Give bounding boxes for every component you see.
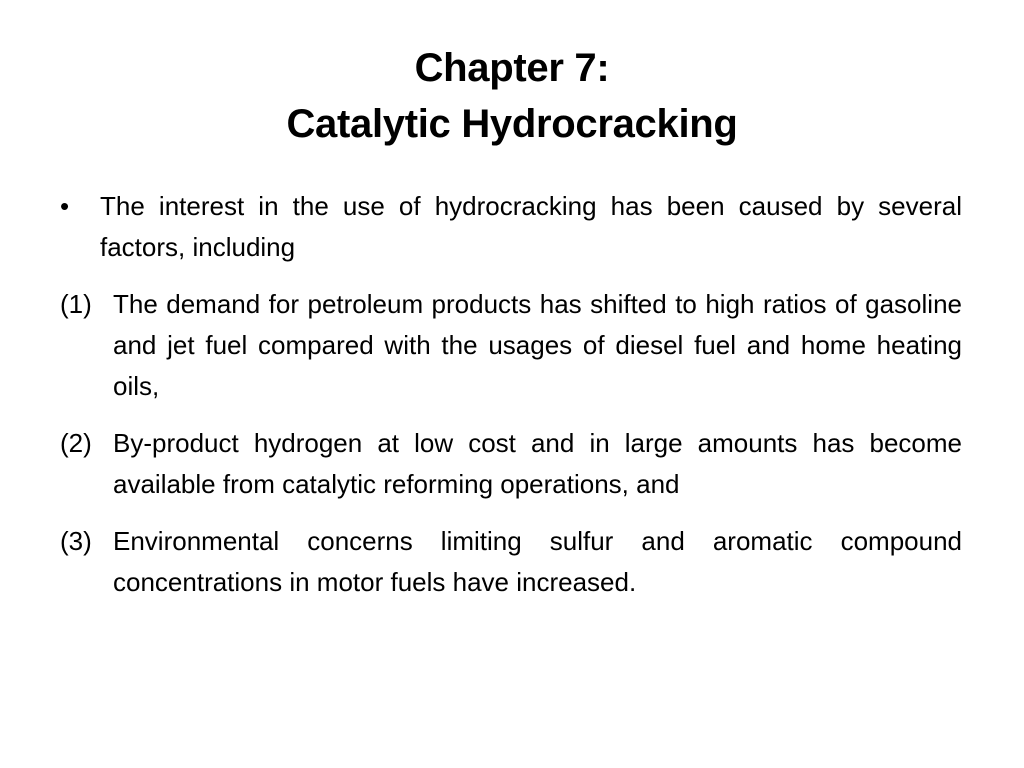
title-chapter: Chapter 7:	[414, 46, 610, 90]
factor-item-2	[57, 423, 962, 505]
factor-number: (1)	[60, 289, 92, 319]
slide-body	[57, 186, 962, 619]
intro-bullet	[57, 186, 962, 268]
intro-text: The interest in the use of hydrocracking has been caused by several factors, including	[100, 191, 962, 262]
factor-number: (2)	[60, 428, 92, 458]
factor-text: The demand for petroleum products has shifted to high ratios of gasoline and jet fuel compared with the usages of diesel fuel and home heating oils,	[113, 289, 962, 401]
title-topic: Catalytic Hydrocracking	[286, 102, 738, 146]
bullet-marker: •	[60, 191, 70, 221]
factor-item-1	[57, 284, 962, 407]
factor-text: By-product hydrogen at low cost and in large amounts has become available from catalytic reforming operations, and	[113, 428, 962, 499]
slide-title	[0, 40, 1024, 152]
factor-number: (3)	[60, 526, 92, 556]
factor-item-3	[57, 521, 962, 603]
factor-text: Environmental concerns limiting sulfur and aromatic compound concentrations in motor fuels have increased.	[113, 526, 962, 597]
